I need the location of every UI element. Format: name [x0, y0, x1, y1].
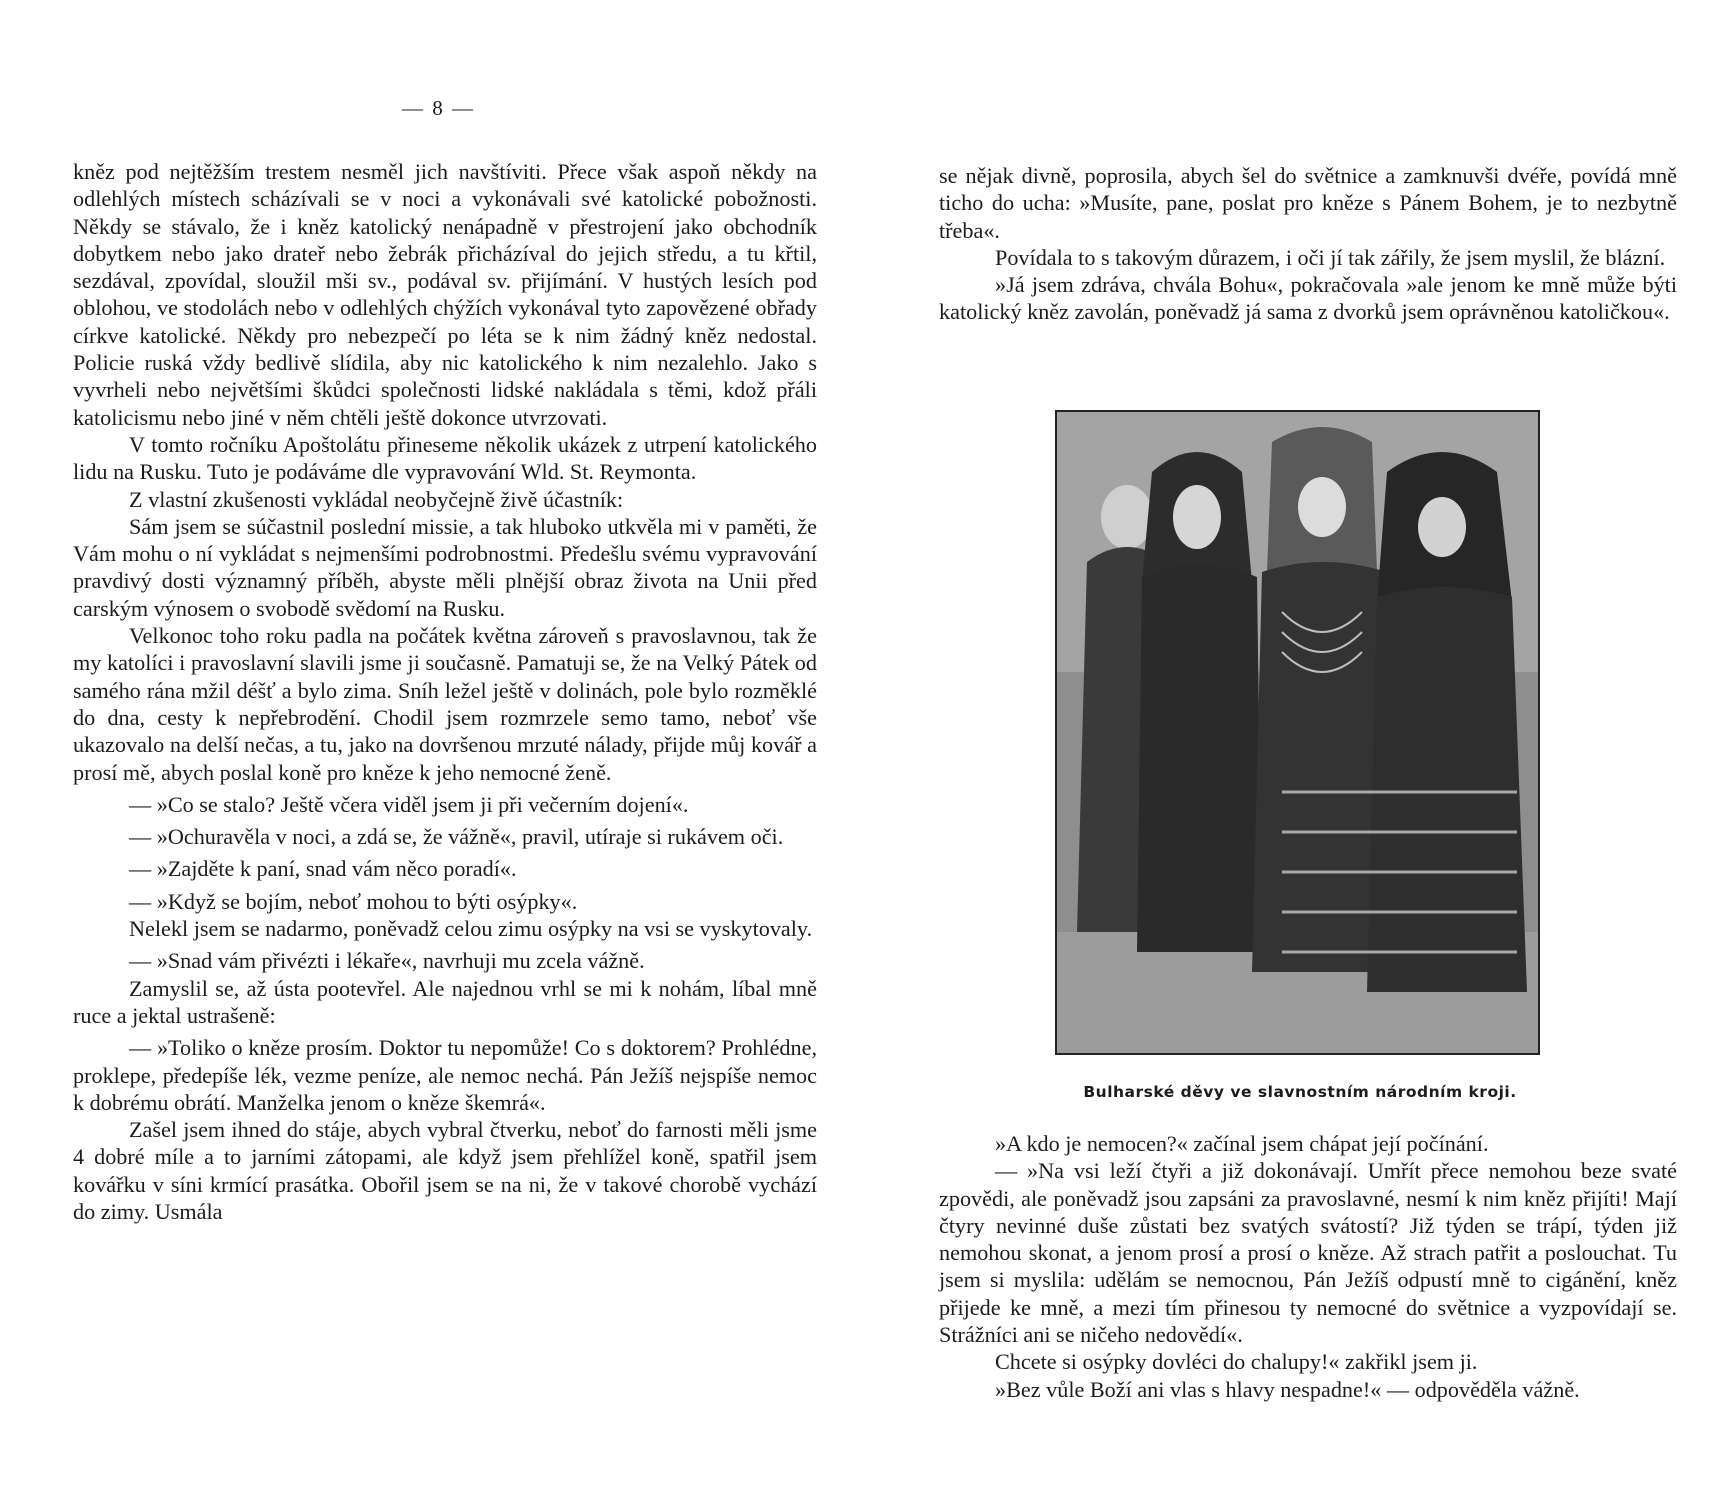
right-column-bottom — [939, 1130, 1677, 1403]
dialogue-line: — »Ochuravěla v noci, a zdá se, že vážně«, pravil, utíraje si rukávem oči. — [129, 824, 784, 850]
left-column — [73, 158, 817, 1225]
photograph-bulgarian-girls-icon — [1055, 410, 1540, 1055]
paragraph: se nějak divně, poprosila, abych šel do světnice a zamknuvši dvéře, povídá mně ticho do ucha: »Musíte, pane, poslat pro kněze s Pánem Bohem, je to nezbytně třeba«. — [939, 163, 1677, 243]
paragraph: V tomto ročníku Apoštolátu přineseme několik ukázek z utrpení katolického lidu na Rusku. Tuto je podáváme dle vypravování Wld. St. Reymonta. — [73, 431, 817, 485]
page-number: — 8 — — [402, 96, 475, 120]
paragraph: Zašel jsem ihned do stáje, abych vybral čtverku, neboť do farnosti měli jsme 4 dobré míle a to jarními zátopami, ale když jsem přehlížel koně, spatřil jsem kovářku v síni krmící prasátka. Obořil jsem se na ni, že v takové chorobě vychází do zimy. Usmála — [73, 1117, 817, 1224]
dialogue-line: — »Když se bojím, neboť mohou to býti osýpky«. — [129, 888, 578, 914]
paragraph: — »Na vsi leží čtyři a již dokonávají. Umřít přece nemohou beze svaté zpovědi, ale poněvadž jsou zapsáni za pravoslavné, nesmí k nim kněz přijíti! Mají čtyry nevinné duše zůstati bez svatých svátostí? Již týden se trápí, týden již nemohou skonat, a jenom prosí a prosí o kněze. Až strach patřit a poslouchat. Tu jsem si myslila: udělám se nemocnou, Pán Ježíš odpustí mně to cigánění, kněz přijede ke mně, a mezi tím přinesou ty nemocné do světnice a vyzpovídají se. Strážníci ani se ničeho nedovědí«. — [939, 1158, 1677, 1348]
paragraph: Chcete si osýpky dovléci do chalupy!« zakřikl jsem ji. — [995, 1349, 1478, 1375]
paragraph: Nelekl jsem se nadarmo, poněvadž celou zimu osýpky na vsi se vyskytovaly. — [129, 916, 813, 942]
dialogue-line: — »Toliko o kněze prosím. Doktor tu nepomůže! Co s doktorem? Prohlédne, proklepe, předepíše lék, vezme peníze, ale nemoc nechá. Pán Ježíš nejspíše nemoc k dobrému obrátí. Manželka jenom o kněze škemrá«. — [73, 1035, 817, 1115]
photo-caption: Bulharské děvy ve slavnostním národním kroji. — [1083, 1083, 1517, 1101]
right-column-top — [939, 162, 1677, 326]
paragraph: »Já jsem zdráva, chvála Bohu«, pokračovala »ale jenom ke mně může býti katolický kněz zavolán, poněvadž já sama z dvorků jsem oprávněnou katoličkou«. — [939, 272, 1677, 325]
dialogue-line: — »Snad vám přivézti i lékaře«, navrhuji mu zcela vážně. — [129, 948, 645, 974]
paragraph: Povídala to s takovým důrazem, i oči jí tak zářily, že jsem myslil, že blázní. — [995, 244, 1666, 270]
dialogue-line: — »Co se stalo? Ještě včera viděl jsem ji při večerním dojení«. — [129, 791, 689, 817]
paragraph: Zamyslil se, až ústa pootevřel. Ale najednou vrhl se mi k nohám, líbal mně ruce a jektal ustrašeně: — [73, 975, 817, 1028]
paragraph: »A kdo je nemocen?« začínal jsem chápat její počínání. — [995, 1131, 1489, 1156]
paragraph: »Bez vůle Boží ani vlas s hlavy nespadne!« — odpověděla vážně. — [995, 1376, 1580, 1402]
dialogue-line: — »Zajděte k paní, snad vám něco poradí«. — [129, 856, 517, 882]
paragraph: Sám jsem se súčastnil poslední missie, a tak hluboko utkvěla mi v paměti, že Vám mohu o ní vykládat s nejmenšími podrobnostmi. Předešlu svému vypravování pravdivý dosti významný příběh, abyste měli plnější obraz života na Unii před carským výnosem o svobodě svědomí na Rusku. — [73, 513, 817, 621]
paragraph: kněz pod nejtěžším trestem nesměl jich navštíviti. Přece však aspoň někdy na odlehlých místech scházívali se v noci a vykonávali své katolické pobožnosti. Někdy se stávalo, že i kněz katolický nenápadně v přestrojení jako obchodník dobytkem nebo jako drateř nebo žebrák přicházíval do jejich středu, a tu křtil, sezdával, zpovídal, sloužil mši sv., podával sv. přijímání. V hustých lesích pod oblohou, ve stodolách nebo v odlehlých chýžích vykonával tyto zapovězené obřady církve katolické. Někdy pro nebezpečí po léta se k nim žádný kněz nedostal. Policie ruská vždy bedlivě slídila, aby nic katolického k nim nezalehlo. Jako s vyvrheli nebo největšími škůdci společnosti lidské nakládala s těmi, kdož přáli katolicismu nebo jiné v něm chtěli ještě dokonce utvrzovati. — [73, 159, 817, 430]
paragraph: Velkonoc toho roku padla na počátek května zároveň s pravoslavnou, tak že my katolíci i pravoslavní slavili jsme ji současně. Pamatuji se, že na Velký Pátek od samého rána mžil déšť a bylo zima. Sníh ležel ještě v dolinách, pole bylo rozměklé do dna, cesty k nepřebrodění. Chodil jsem rozmrzele semo tamo, neboť vše ukazovalo na delší nečas, a tu, jako na dovršenou mrzuté nálady, přijde můj kovář a prosí mě, abych poslal koně pro kněze k jeho nemocné ženě. — [73, 623, 817, 785]
paragraph: Z vlastní zkušenosti vykládal neobyčejně živě účastník: — [129, 486, 624, 512]
